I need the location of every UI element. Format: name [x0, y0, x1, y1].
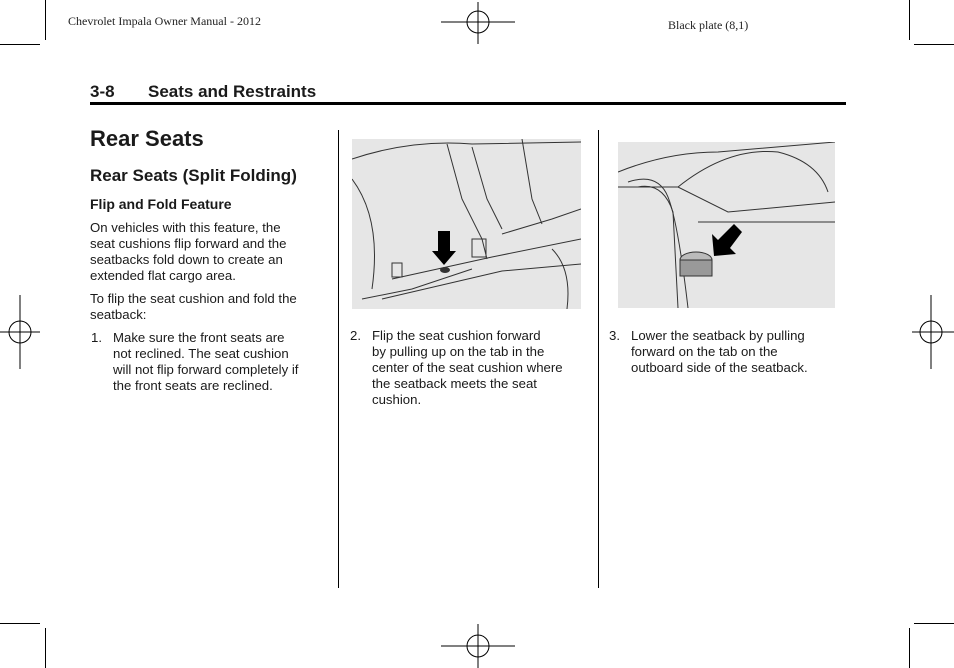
text-line: Lower the seatback by pulling	[631, 328, 805, 343]
step-3	[609, 328, 849, 382]
text-line: Flip the seat cushion forward	[372, 328, 541, 343]
text-line: the seatback meets the seat	[372, 376, 537, 391]
registration-mark-icon	[441, 2, 515, 44]
section-header	[90, 80, 846, 105]
crop-mark	[0, 623, 40, 624]
text-line: seatbacks fold down to create an	[90, 252, 283, 267]
registration-mark-icon	[0, 295, 40, 369]
step-text	[113, 330, 298, 394]
step-text	[631, 328, 808, 376]
registration-mark-icon	[441, 624, 515, 668]
text-line: center of the seat cushion where	[372, 360, 563, 375]
text-line: seatback:	[90, 307, 147, 322]
text-line: by pulling up on the tab in the	[372, 344, 545, 359]
crop-mark	[914, 44, 954, 45]
intro-paragraph	[90, 220, 335, 284]
text-line: will not flip forward completely if	[113, 362, 299, 377]
text-line: Make sure the front seats are	[113, 330, 285, 345]
text-line: seat cushions flip forward and the	[90, 236, 287, 251]
step-text	[372, 328, 563, 408]
feature-heading: Flip and Fold Feature	[90, 196, 232, 212]
crop-mark	[914, 623, 954, 624]
crop-mark	[0, 44, 40, 45]
page-title: Rear Seats	[90, 126, 204, 151]
text-line: On vehicles with this feature, the	[90, 220, 281, 235]
step-number: 1.	[91, 330, 102, 345]
step-2	[350, 328, 595, 414]
column-divider	[338, 130, 339, 588]
crop-mark	[45, 0, 46, 40]
instruction-paragraph	[90, 291, 335, 323]
text-line: not reclined. The seat cushion	[113, 346, 289, 361]
step-number: 2.	[350, 328, 361, 343]
seat-cushion-illustration-icon	[352, 139, 581, 309]
text-line: extended flat cargo area.	[90, 268, 236, 283]
subsection-title: Rear Seats (Split Folding)	[90, 166, 297, 185]
manual-title: Chevrolet Impala Owner Manual - 2012	[68, 14, 261, 28]
column-divider	[598, 130, 599, 588]
section-number: 3-8	[90, 82, 115, 101]
step-1	[91, 330, 336, 400]
crop-mark	[909, 628, 910, 668]
text-line: To flip the seat cushion and fold the	[90, 291, 297, 306]
section-title: Seats and Restraints	[148, 82, 317, 101]
plate-label: Black plate (8,1)	[668, 18, 749, 32]
text-line: cushion.	[372, 392, 422, 407]
text-line: outboard side of the seatback.	[631, 360, 808, 375]
registration-mark-icon	[912, 295, 954, 369]
text-line: forward on the tab on the	[631, 344, 778, 359]
step-number: 3.	[609, 328, 620, 343]
crop-mark	[45, 628, 46, 668]
text-line: the front seats are reclined.	[113, 378, 273, 393]
crop-mark	[909, 0, 910, 40]
seatback-tab-illustration-icon	[618, 142, 835, 308]
